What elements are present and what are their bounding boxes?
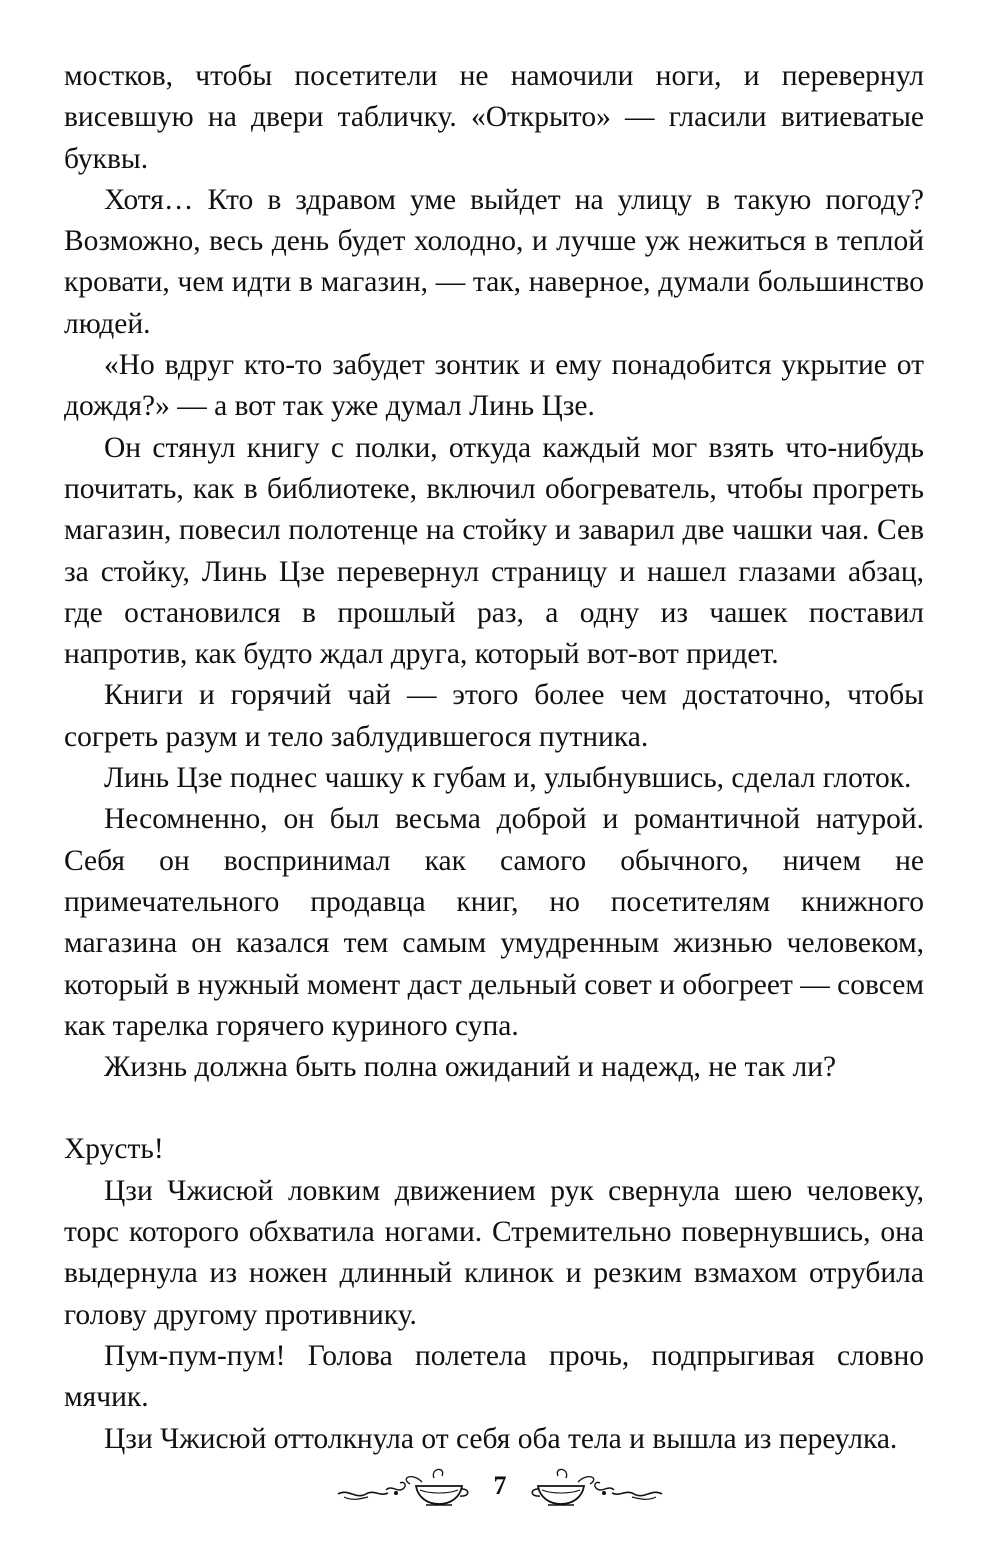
teacup-swirl-ornament-icon <box>334 1464 474 1508</box>
paragraph: мостков, чтобы посетители не намочили ноги, и перевернул висевшую на двери табличку. «Открыто» — гласили витиеватые буквы. <box>64 60 924 175</box>
paragraph: Хотя… Кто в здравом уме выйдет на улицу в такую погоду? Возможно, весь день будет холодно, и лучше уж нежиться в теплой кровати, чем идти в магазин, — так, наверное, думали большинство людей. <box>64 183 924 340</box>
page-footer <box>0 1456 1000 1516</box>
paragraph: Хрусть! <box>64 1133 164 1166</box>
paragraph: Линь Цзе поднес чашку к губам и, улыбнувшись, сделал глоток. <box>104 762 912 795</box>
paragraph: Цзи Чжисюй оттолкнула от себя оба тела и вышла из переулка. <box>104 1422 898 1455</box>
paragraph: Книги и горячий чай — этого более чем достаточно, чтобы согреть разум и тело заблудившегося путника. <box>64 679 924 753</box>
paragraph: Несомненно, он был весьма доброй и романтичной натурой. Себя он воспринимал как самого обычного, ничем не примечательного продавца книг, но посетителям книжного магазина он казался тем самым умудренным жизнью человеком, который в нужный момент даст дельный совет и обогреет — совсем как тарелка горячего куриного супа. <box>64 803 924 1042</box>
teacup-swirl-ornament-icon <box>526 1464 666 1508</box>
paragraph: Цзи Чжисюй ловким движением рук свернула шею человеку, торс которого обхватила ногами. Стремительно повернувшись, она выдернула из ножен длинный клинок и резким взмахом отрубила голову другому противнику. <box>64 1174 924 1331</box>
section-break <box>64 1088 924 1129</box>
page-number: 7 <box>493 1471 507 1500</box>
paragraph: Он стянул книгу с полки, откуда каждый мог взять что-нибудь почитать, как в библиотеке, включил обогреватель, чтобы прогреть магазин, повесил полотенце на стойку и заварил две чашки чая. Сев за стойку, Линь Цзе перевернул страницу и нашел глазами абзац, где остановился в прошлый раз, а одну из чашек поставил напротив, как будто ждал друга, который вот-вот придет. <box>64 431 924 671</box>
paragraph: Пум-пум-пум! Голова полетела прочь, подпрыгивая словно мячик. <box>64 1339 924 1414</box>
paragraph: «Но вдруг кто-то забудет зонтик и ему понадобится укрытие от дождя?» — а вот так уже думал Линь Цзе. <box>64 349 924 423</box>
paragraph: Жизнь должна быть полна ожиданий и надежд, не так ли? <box>104 1051 837 1084</box>
book-page-text <box>64 56 924 1460</box>
